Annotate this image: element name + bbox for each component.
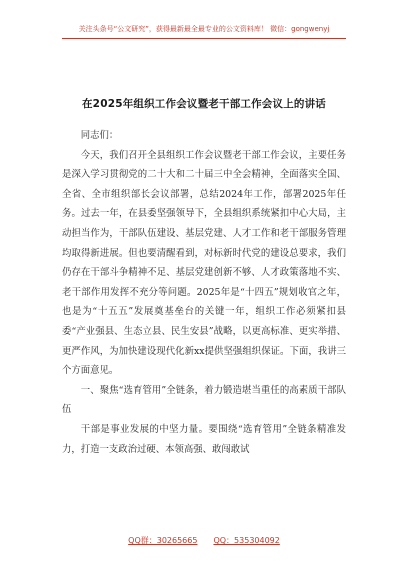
footer-qq-number[interactable]: QQ：535304092 (213, 536, 280, 545)
footer-qq-group[interactable]: QQ群：30265665 (128, 536, 198, 545)
section-heading: 一、聚焦“选育管用”全链条，着力锻造堪当重任的高素质干部队伍 (62, 384, 346, 416)
header-promo-note: 关注头条号“公文研究”，获得最新最全最专业的公文资料库！ 微信：gongwenyj (78, 25, 330, 33)
document-body (62, 126, 346, 459)
footer-contacts (0, 535, 408, 546)
section-paragraph: 干部是事业发展的中坚力量。要围绕“选育管用”全链条精准发力，打造一支政治过硬、本领高强、敢闯敢试 (62, 423, 346, 455)
header-divider (62, 38, 346, 39)
salutation: 同志们： (80, 130, 119, 141)
body-paragraph: 今天，我们召开全县组织工作会议暨老干部工作会议，主要任务是深入学习贯彻党的二十大和二十届三中全会精神，全面落实全国、全省、全市组织部长会议部署，总结2024年工作，部署2025年任务。过去一年，在县委坚强领导下，全县组织系统紧扣中心大局，主动担当作为，干部队伍建设、基层党建、人才工作和老干部服务管理均取得新进展。但也要清醒看到，对标新时代党的建设总要求，我们仍存在干部斗争精神不足、基层党建创新不够、人才政策落地不实、老干部作用发挥不充分等问题。2025年是“十四五”规划收官之年，也是为“十五五”发展奠基垒台的关键一年，组织工作必须紧扣县委“产业强县、生态立县、民生安县”战略，以更高标准、更实举措、更严作风，为加快建设现代化新xx提供坚强组织保证。下面，我讲三个方面意见。 (62, 149, 346, 377)
document-title: 在2025年组织工作会议暨老干部工作会议上的讲话 (81, 98, 327, 110)
